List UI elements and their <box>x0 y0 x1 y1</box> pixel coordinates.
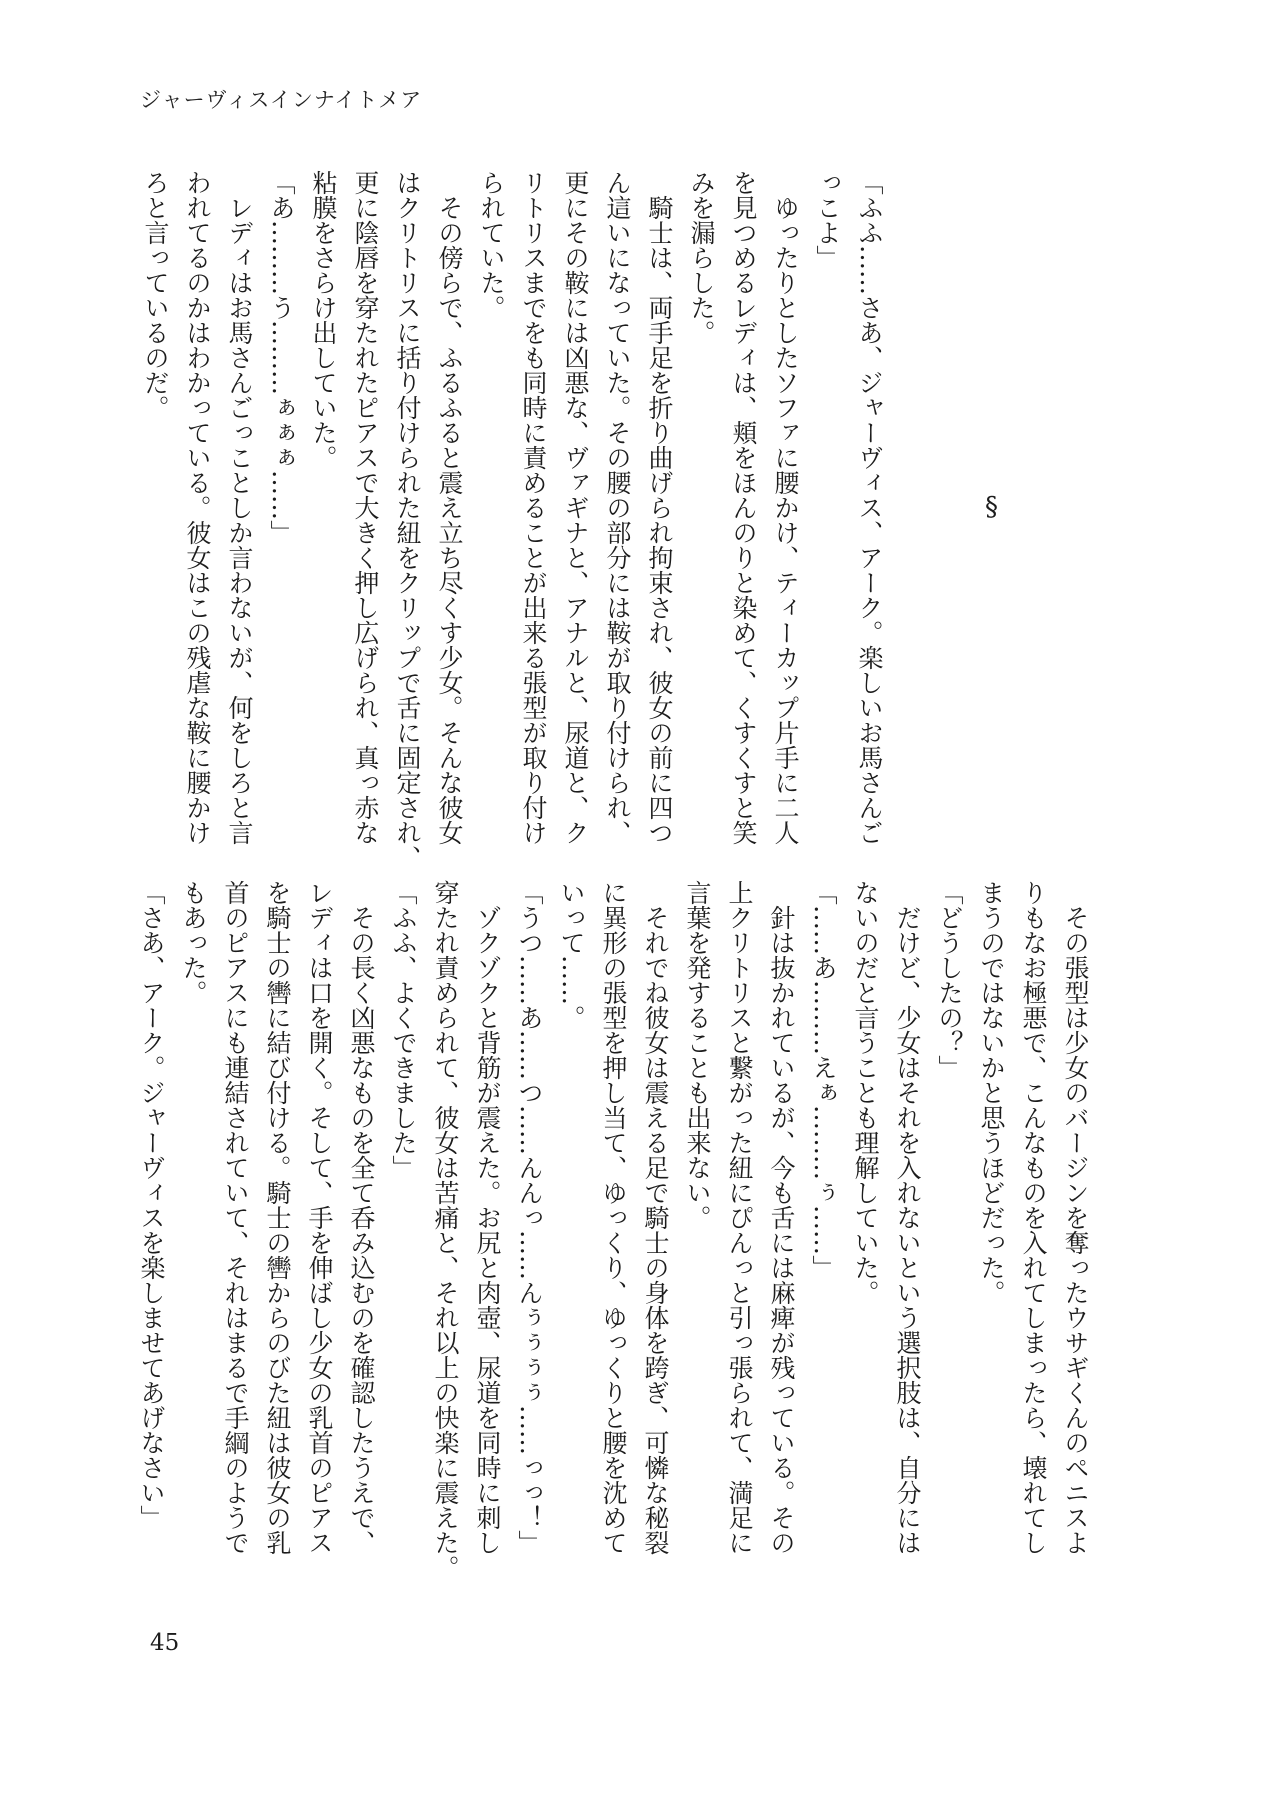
text-line: 粘膜をさらけ出していた。 <box>309 170 338 470</box>
text-line: それでね彼女は震える足で騎士の身体を跨ぎ、可憐な秘裂 <box>641 905 670 1555</box>
text-line: レディは口を開く。そして、手を伸ばし少女の乳首のピアス <box>305 880 334 1555</box>
text-line: 穿たれ責められて、彼女は苦痛と、それ以上の快楽に震えた。 <box>431 880 460 1580</box>
text-line: その長く凶悪なものを全て呑み込むのを確認したうえで、 <box>347 905 376 1555</box>
text-line: ないのだと言うことも理解していた。 <box>851 880 880 1305</box>
text-line: 上クリトリスと繋がった紐にぴんっと引っ張られて、満足に <box>725 880 754 1555</box>
text-line: ろと言っているのだ。 <box>141 170 170 420</box>
text-line: はクリトリスに括り付けられた紐をクリップで舌に固定され、 <box>393 170 422 870</box>
text-line: われてるのかはわかっている。彼女はこの残虐な鞍に腰かけ <box>183 170 212 845</box>
text-line: その張型は少女のバージンを奪ったウサギくんのペニスよ <box>1061 905 1090 1555</box>
text-line: その傍らで、ふるふると震え立ち尽くす少女。そんな彼女 <box>435 195 464 845</box>
text-line: ん這いになっていた。その腰の部分には鞍が取り付けられ、 <box>603 170 632 845</box>
text-line: ゆったりとしたソファに腰かけ、ティーカップ片手に二人 <box>771 195 800 845</box>
text-line: 首のピアスにも連結されていて、それはまるで手綱のようで <box>221 880 250 1555</box>
text-line: に異形の張型を押し当て、ゆっくり、ゆっくりと腰を沈めて <box>599 880 628 1555</box>
text-line: 「……あ………えぁ………ぅ……」 <box>809 880 838 1280</box>
text-line: 言葉を発することも出来ない。 <box>683 880 712 1230</box>
text-line: 「あ………う………ぁぁぁ……」 <box>267 170 296 545</box>
section-mark: § <box>985 492 998 522</box>
text-line: レディはお馬さんごっことしか言わないが、何をしろと言 <box>225 195 254 845</box>
text-line: 「ふふ、よくできました」 <box>389 880 418 1180</box>
text-line: 「ふふ……さあ、ジャーヴィス、アーク。楽しいお馬さんご <box>855 170 884 845</box>
running-head-title: ジャーヴィスインナイトメア <box>140 88 423 112</box>
text-line: 更に陰唇を穿たれたピアスで大きく押し広げられ、真っ赤な <box>351 170 380 845</box>
text-line: っこよ」 <box>813 170 842 270</box>
upper-text-block <box>130 170 890 882</box>
text-line: 騎士は、両手足を折り曲げられ拘束され、彼女の前に四つ <box>645 195 674 845</box>
text-line: 「さあ、アーク。ジャーヴィスを楽しませてあげなさい」 <box>137 880 166 1530</box>
text-line: 針は抜かれているが、今も舌には麻痺が残っている。その <box>767 905 796 1555</box>
text-line: を見つめるレディは、頬をほんのりと染めて、くすくすと笑 <box>729 170 758 845</box>
text-line: もあった。 <box>179 880 208 1005</box>
text-line: いって……。 <box>557 880 586 1030</box>
text-line: リトリスまでをも同時に責めることが出来る張型が取り付け <box>519 170 548 845</box>
text-line: ゾクゾクと背筋が震えた。お尻と肉壺、尿道を同時に刺し <box>473 905 502 1555</box>
text-line: 「どうしたの？」 <box>935 880 964 1080</box>
text-line: りもなお極悪で、こんなものを入れてしまったら、壊れてし <box>1019 880 1048 1555</box>
text-line: を騎士の轡に結び付ける。騎士の轡からのびた紐は彼女の乳 <box>263 880 292 1555</box>
text-line: まうのではないかと思うほどだった。 <box>977 880 1006 1305</box>
text-line: られていた。 <box>477 170 506 320</box>
lower-text-block <box>126 880 1096 1602</box>
text-line: 「うつ……あ……つ……んんっ……んぅぅぅぅ……っっ！」 <box>515 880 544 1555</box>
text-line: だけど、少女はそれを入れないという選択肢は、自分には <box>893 905 922 1555</box>
text-line: みを漏らした。 <box>687 170 716 345</box>
text-line: 更にその鞍には凶悪な、ヴァギナと、アナルと、尿道と、ク <box>561 170 590 845</box>
page-number: 45 <box>150 1630 180 1656</box>
